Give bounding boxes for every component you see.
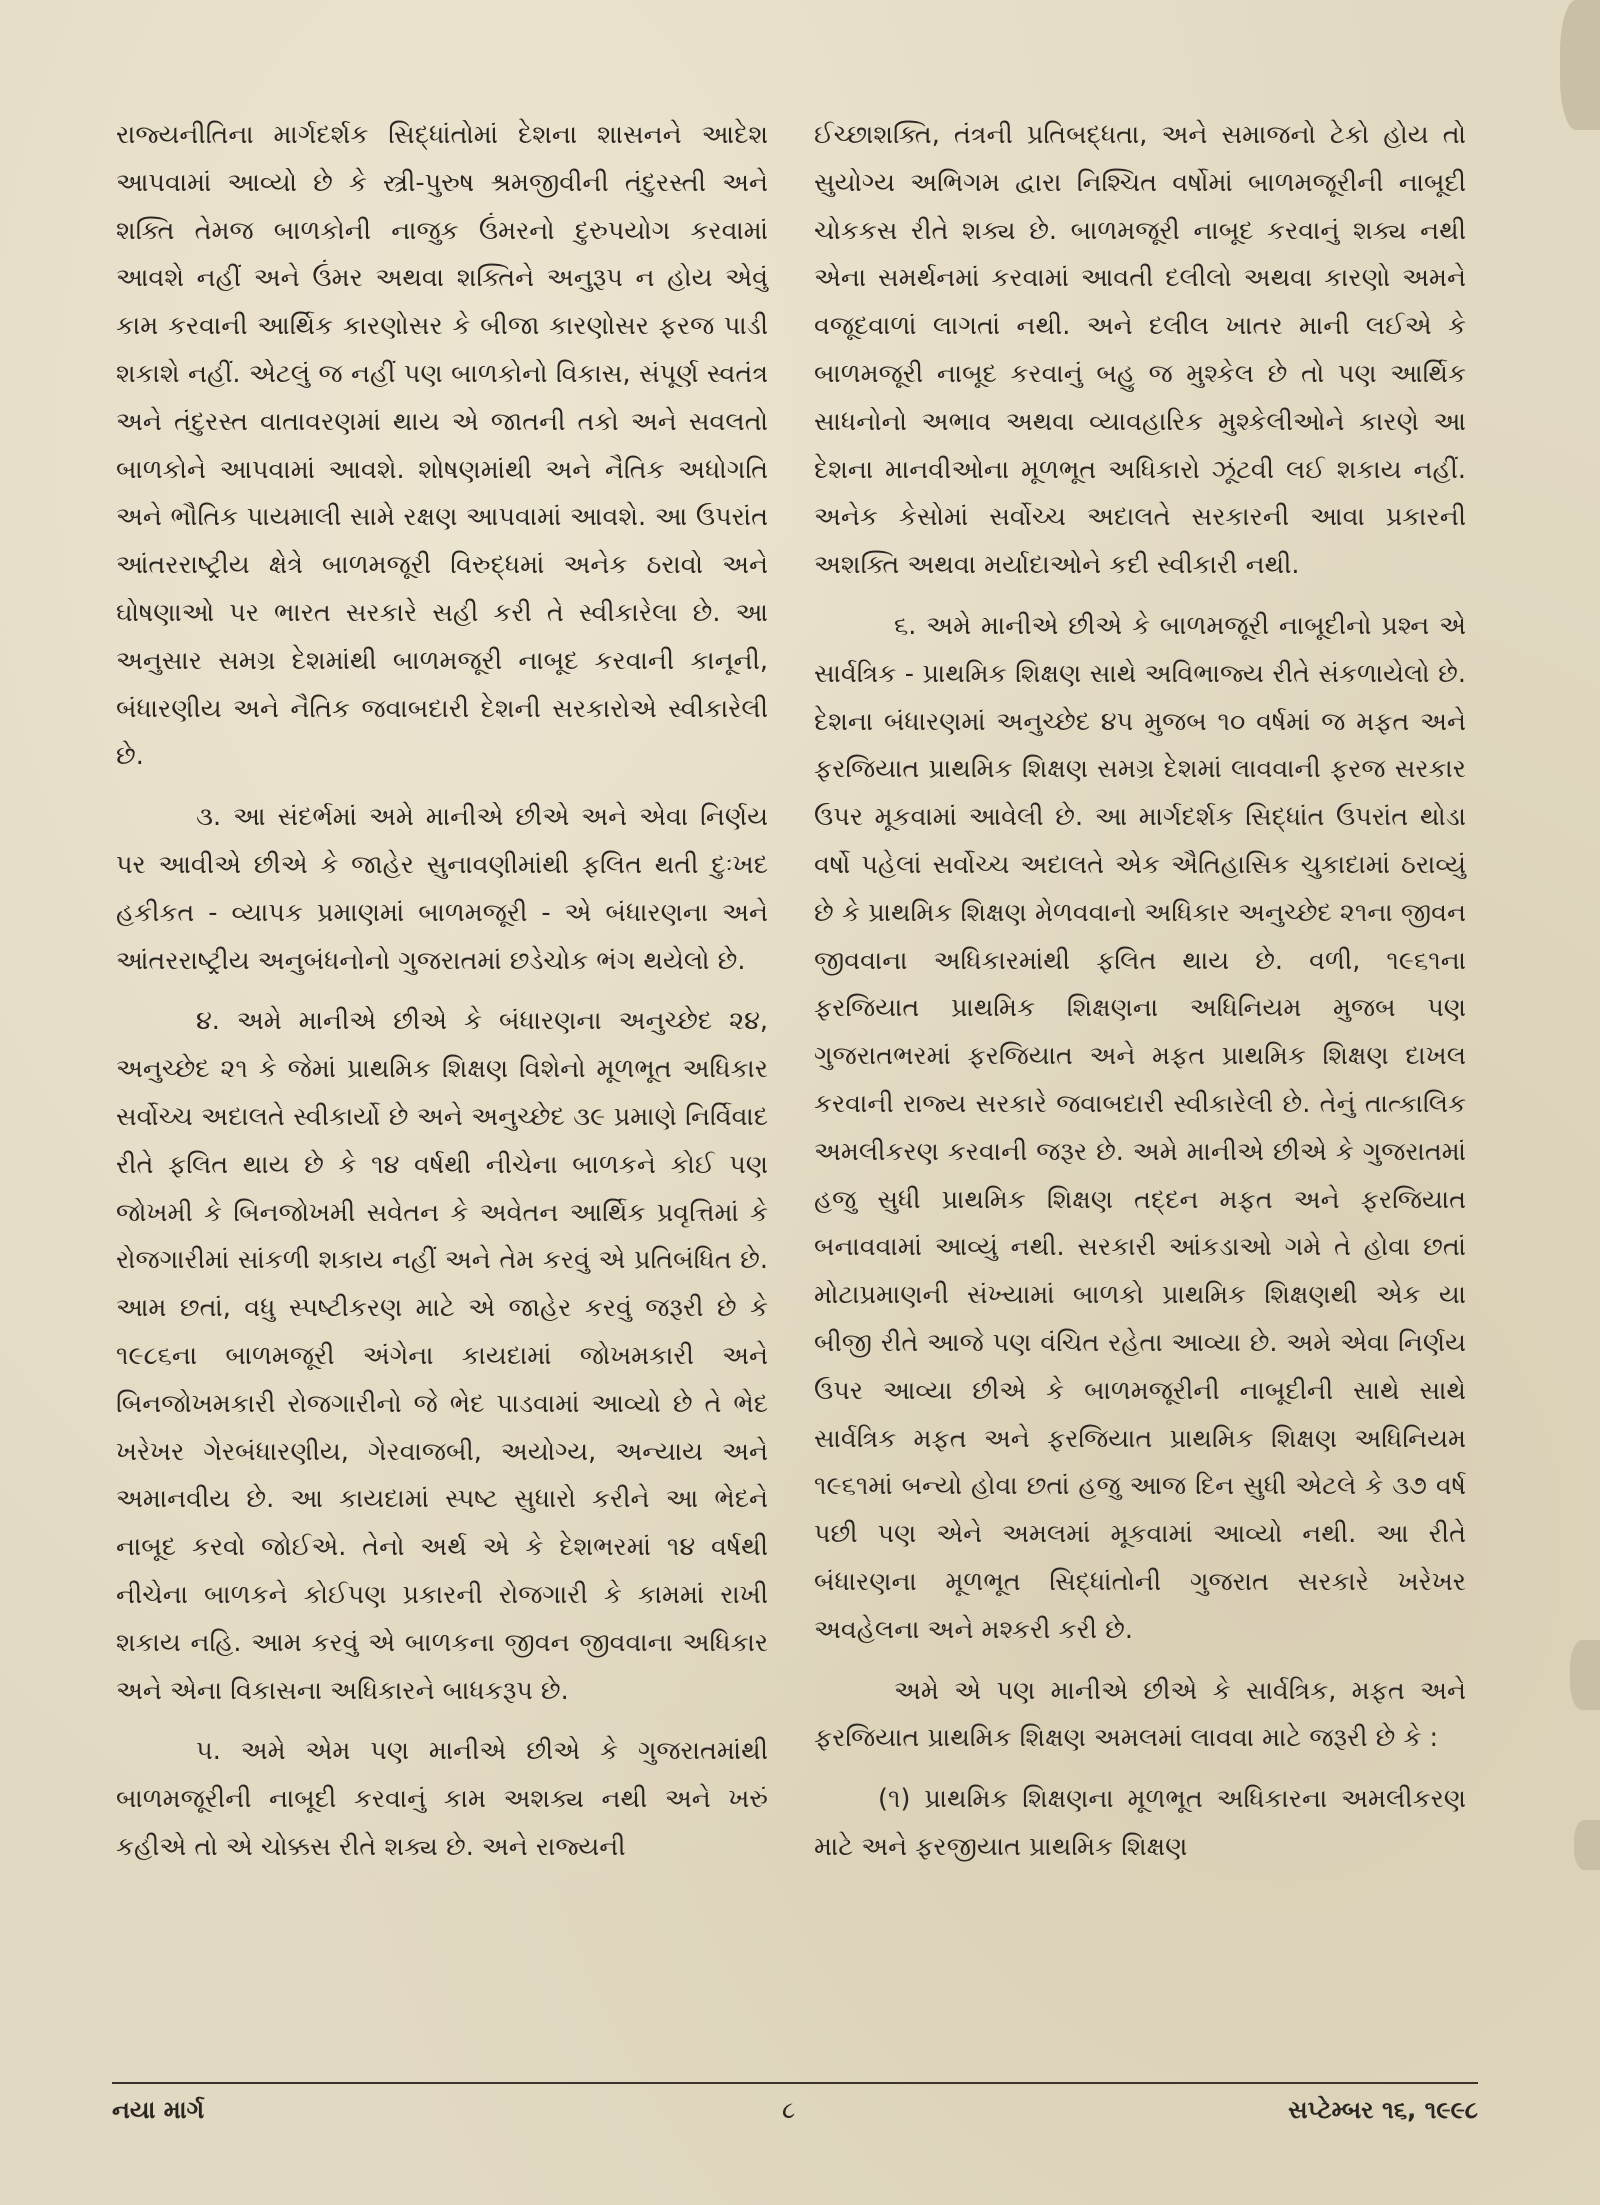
paragraph: રાજ્યનીતિના માર્ગદર્શક સિદ્ધાંતોમાં દેશના શાસનને આદેશ આપવામાં આવ્યો છે કે સ્ત્રી-પુરુષ શ્રમજીવીની તંદુરસ્તી અને શક્તિ તેમજ બાળકોની નાજુક ઉંમરનો દુરુપયોગ કરવામાં આવશે નહીં અને ઉંમર અથવા શક્તિને અનુરૂપ ન હોય એવું કામ કરવાની આર્થિક કારણોસર કે બીજા કારણોસર ફરજ પાડી શકાશે નહીં. એટલું જ નહીં પણ બાળકોનો વિકાસ, સંપૂર્ણ સ્વતંત્ર અને તંદુરસ્ત વાતાવરણમાં થાય એ જાતની તકો અને સવલતો બાળકોને આપવામાં આવશે. શોષણમાંથી અને નૈતિક અધોગતિ અને ભૌતિક પાયમાલી સામે રક્ષણ આપવામાં આવશે. આ ઉપરાંત આંતરરાષ્ટ્રીય ક્ષેત્રે બાળમજૂરી વિરુદ્ધમાં અનેક ઠરાવો અને ઘોષણાઓ પર ભારત સરકારે સહી કરી તે સ્વીકારેલા છે. આ અનુસાર સમગ્ર દેશમાંથી બાળમજૂરી નાબૂદ કરવાની કાનૂની, બંધારણીય અને નૈતિક જવાબદારી દેશની સરકારોએ સ્વીકારેલી છે. [116,120,768,772]
paragraph: ૬. અમે માનીએ છીએ કે બાળમજૂરી નાબૂદીનો પ્રશ્ન એ સાર્વત્રિક - પ્રાથમિક શિક્ષણ સાથે અવિભાજ્ય રીતે સંકળાયેલો છે. દેશના બંધારણમાં અનુચ્છેદ ૪૫ મુજબ ૧૦ વર્ષમાં જ મફત અને ફરજિયાત પ્રાથમિક શિક્ષણ સમગ્ર દેશમાં લાવવાની ફરજ સરકાર ઉપર મૂકવામાં આવેલી છે. આ માર્ગદર્શક સિદ્ધાંત ઉપરાંત થોડા વર્ષો પહેલાં સર્વોચ્ચ અદાલતે એક ઐતિહાસિક ચુકાદામાં ઠરાવ્યું છે કે પ્રાથમિક શિક્ષણ મેળવવાનો અધિકાર અનુચ્છેદ ૨૧ના જીવન જીવવાના અધિકારમાંથી ફલિત થાય છે. વળી, ૧૯૬૧ના ફરજિયાત પ્રાથમિક શિક્ષણના અધિનિયમ મુજબ પણ ગુજરાતભરમાં ફરજિયાત અને મફત પ્રાથમિક શિક્ષણ દાખલ કરવાની રાજ્ય સરકારે જવાબદારી સ્વીકારેલી છે. તેનું તાત્કાલિક અમલીકરણ કરવાની જરૂર છે. અમે માનીએ છીએ કે ગુજરાતમાં હજુ સુધી પ્રાથમિક શિક્ષણ તદ્દન મફત અને ફરજિયાત બનાવવામાં આવ્યું નથી. સરકારી આંકડાઓ ગમે તે હોવા છતાં મોટાપ્રમાણની સંખ્યામાં બાળકો પ્રાથમિક શિક્ષણથી એક યા બીજી રીતે આજે પણ વંચિત રહેતા આવ્યા છે. અમે એવા નિર્ણય ઉપર આવ્યા છીએ કે બાળમજૂરીની નાબૂદીની સાથે સાથે સાર્વત્રિક મફત અને ફરજિયાત પ્રાથમિક શિક્ષણ અધિનિયમ ૧૯૬૧માં બન્યો હોવા છતાં હજુ આજ દિન સુધી એટલે કે ૩૭ વર્ષ પછી પણ એને અમલમાં મૂકવામાં આવ્યો નથી. આ રીતે બંધારણના મૂળભૂત સિદ્ધાંતોની ગુજરાત સરકારે ખરેખર અવહેલના અને મશ્કરી કરી છે. [814,610,1466,1645]
right-column [814,112,1466,1872]
torn-edge [1570,1640,1600,1710]
paragraph: ૪. અમે માનીએ છીએ કે બંધારણના અનુચ્છેદ ૨૪, અનુચ્છેદ ૨૧ કે જેમાં પ્રાથમિક શિક્ષણ વિશેનો મૂળભૂત અધિકાર સર્વોચ્ચ અદાલતે સ્વીકાર્યો છે અને અનુચ્છેદ ૩૯ પ્રમાણે નિર્વિવાદ રીતે ફલિત થાય છે કે ૧૪ વર્ષથી નીચેના બાળકને કોઈ પણ જોખમી કે બિનજોખમી સવેતન કે અવેતન આર્થિક પ્રવૃત્તિમાં કે રોજગારીમાં સાંકળી શકાય નહીં અને તેમ કરવું એ પ્રતિબંધિત છે. આમ છતાં, વધુ સ્પષ્ટીકરણ માટે એ જાહેર કરવું જરૂરી છે કે ૧૯૮૬ના બાળમજૂરી અંગેના કાયદામાં જોખમકારી અને બિનજોખમકારી રોજગારીનો જે ભેદ પાડવામાં આવ્યો છે તે ભેદ ખરેખર ગેરબંધારણીય, ગેરવાજબી, અયોગ્ય, અન્યાય અને અમાનવીય છે. આ કાયદામાં સ્પષ્ટ સુધારો કરીને આ ભેદને નાબૂદ કરવો જોઈએ. તેનો અર્થ એ કે દેશભરમાં ૧૪ વર્ષથી નીચેના બાળકને કોઈપણ પ્રકારની રોજગારી કે કામમાં રાખી શકાય નહિ. આમ કરવું એ બાળકના જીવન જીવવાના અધિકાર અને એના વિકાસના અધિકારને બાધકરૂપ છે. [116,1006,768,1706]
page-number: ૮ [782,2096,796,2124]
paragraph: ૩. આ સંદર્ભમાં અમે માનીએ છીએ અને એવા નિર્ણય પર આવીએ છીએ કે જાહેર સુનાવણીમાંથી ફલિત થતી દુઃખદ હકીકત - વ્યાપક પ્રમાણમાં બાળમજૂરી - એ બંધારણના અને આંતરરાષ્ટ્રીય અનુબંધનોનો ગુજરાતમાં છડેચોક ભંગ થયેલો છે. [116,802,768,976]
left-column [116,112,768,1885]
page-footer [112,2096,1478,2136]
torn-edge [1574,1820,1600,1870]
paragraph: અમે એ પણ માનીએ છીએ કે સાર્વત્રિક, મફત અને ફરજિયાત પ્રાથમિક શિક્ષણ અમલમાં લાવવા માટે જરૂરી છે કે : [814,1675,1466,1754]
paragraph: ૫. અમે એમ પણ માનીએ છીએ કે ગુજરાતમાંથી બાળમજૂરીની નાબૂદી કરવાનું કામ અશક્ય નથી અને ખરું કહીએ તો એ ચોક્કસ રીતે શક્ય છે. અને રાજ્યની [116,1736,768,1862]
footer-divider [112,2082,1478,2084]
paragraph: (૧) પ્રાથમિક શિક્ષણના મૂળભૂત અધિકારના અમલીકરણ માટે અને ફરજીયાત પ્રાથમિક શિક્ષણ [814,1784,1466,1862]
paragraph: ઈચ્છાશક્તિ, તંત્રની પ્રતિબદ્ધતા, અને સમાજનો ટેકો હોય તો સુયોગ્ય અભિગમ દ્વારા નિશ્ચિત વર્ષોમાં બાળમજૂરીની નાબૂદી ચોકકસ રીતે શક્ય છે. બાળમજૂરી નાબૂદ કરવાનું શક્ય નથી એના સમર્થનમાં કરવામાં આવતી દલીલો અથવા કારણો અમને વજૂદવાળાં લાગતાં નથી. અને દલીલ ખાતર માની લઈએ કે બાળમજૂરી નાબૂદ કરવાનું બહુ જ મુશ્કેલ છે તો પણ આર્થિક સાધનોનો અભાવ અથવા વ્યાવહારિક મુશ્કેલીઓને કારણે આ દેશના માનવીઓના મૂળભૂત અધિકારો ઝૂંટવી લઈ શકાય નહીં. અનેક કેસોમાં સર્વોચ્ચ અદાલતે સરકારની આવા પ્રકારની અશક્તિ અથવા મર્યાદાઓને કદી સ્વીકારી નથી. [814,120,1466,581]
publication-name: નયા માર્ગ [112,2096,205,2124]
issue-date: સપ્ટેમ્બર ૧૬, ૧૯૯૮ [1288,2096,1478,2124]
torn-edge [1560,0,1600,130]
